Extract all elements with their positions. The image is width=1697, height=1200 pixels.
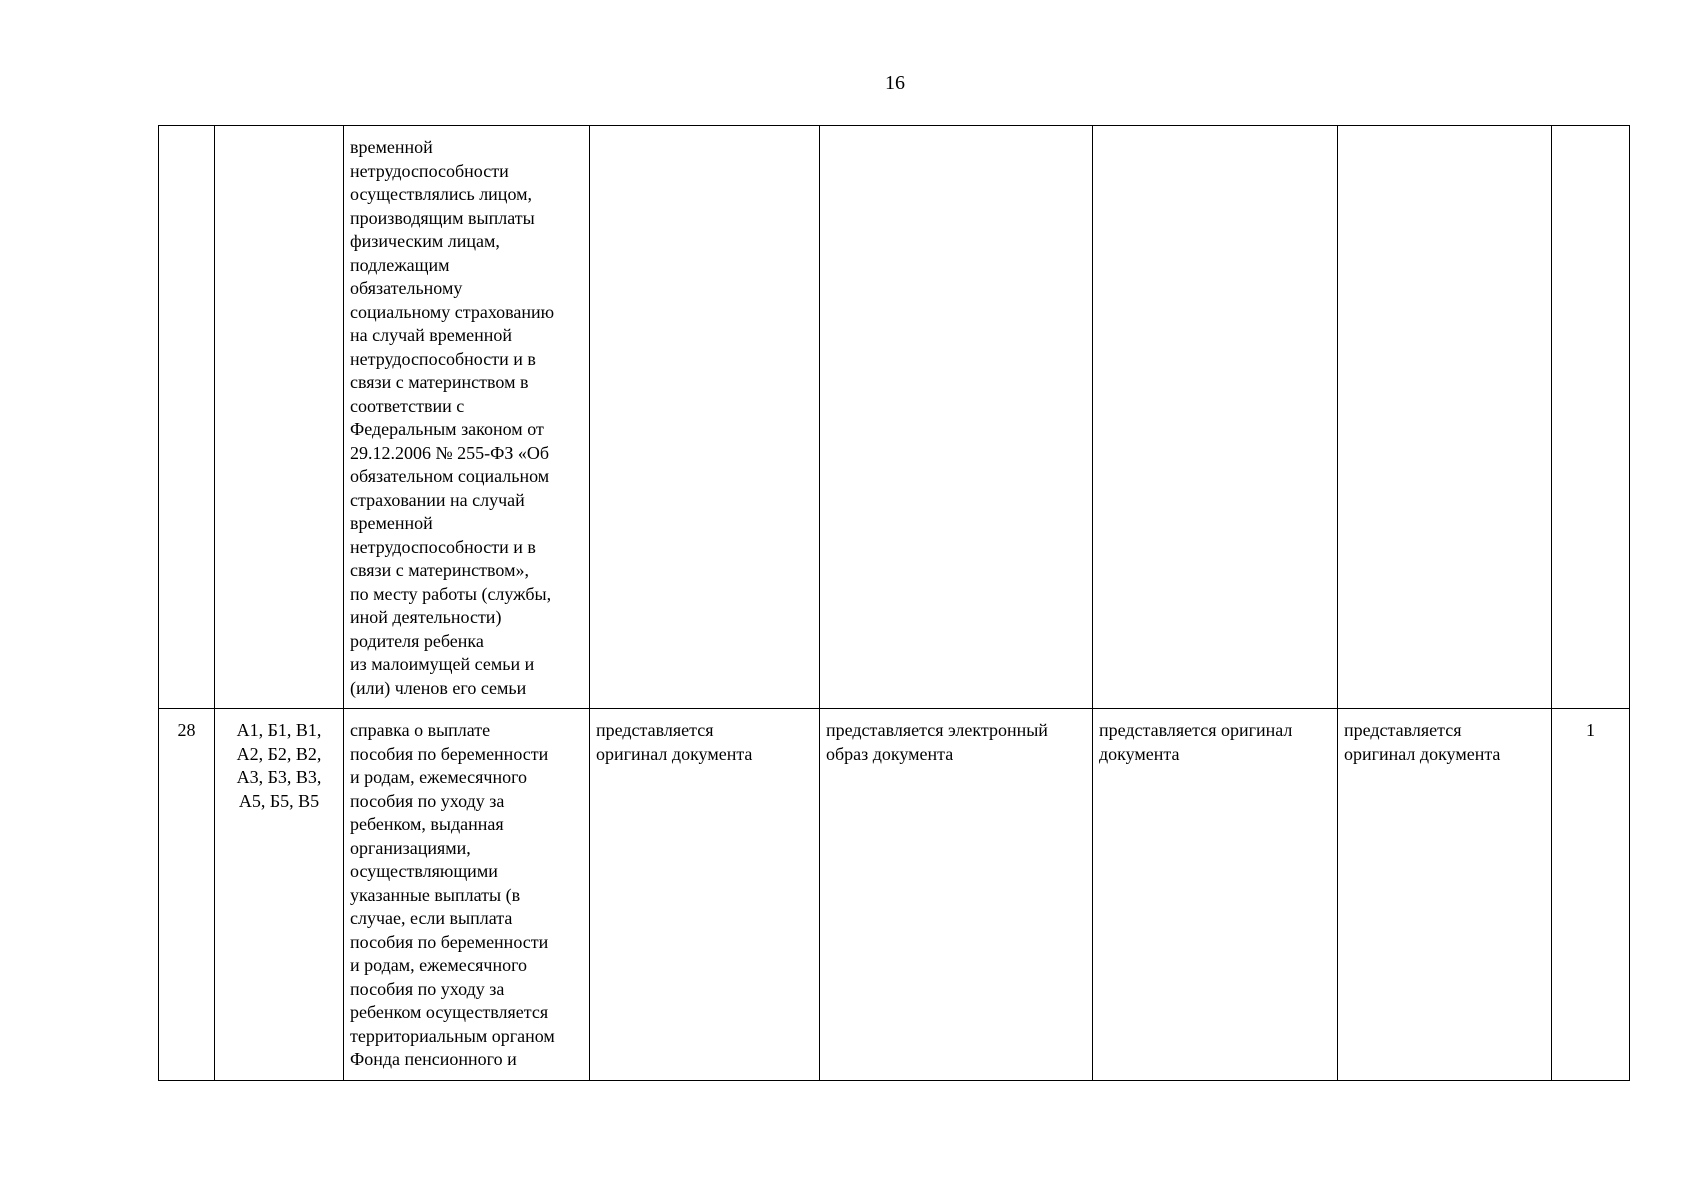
categories-cell: А1, Б1, В1, А2, Б2, В2, А3, Б3, В3, А5, Б5, В5	[215, 709, 344, 1081]
document-description-cell: справка о выплате пособия по беременности и родам, ежемесячного пособия по уходу за ребенком, выданная организациями, осуществляющими указанные выплаты (в случае, если выплата пособия по беременности и родам, ежемесячного пособия по уходу за ребенком осуществляется территориальным органом Фонда пенсионного и	[344, 709, 590, 1081]
submission-method-cell: представляется оригинал документа	[590, 709, 820, 1081]
categories-cell	[215, 126, 344, 709]
submission-method-cell	[1338, 126, 1552, 709]
submission-method-cell	[1093, 126, 1338, 709]
document-description-cell: временной нетрудоспособности осуществлялись лицом, производящим выплаты физическим лицам, подлежащим обязательному социальному страхованию на случай временной нетрудоспособности и в связи с материнством в соответствии с Федеральным законом от 29.12.2006 № 255-ФЗ «Об обязательном социальном страховании на случай временной нетрудоспособности и в связи с материнством», по месту работы (службы, иной деятельности) родителя ребенка из малоимущей семьи и (или) членов его семьи	[344, 126, 590, 709]
quantity-cell	[1552, 126, 1630, 709]
documents-table	[158, 125, 1630, 1081]
submission-method-cell: представляется оригинал документа	[1093, 709, 1338, 1081]
quantity-cell: 1	[1552, 709, 1630, 1081]
table-row	[159, 709, 1630, 1081]
row-number-cell	[159, 126, 215, 709]
submission-method-cell: представляется оригинал документа	[1338, 709, 1552, 1081]
submission-method-cell: представляется электронный образ документа	[820, 709, 1093, 1081]
submission-method-cell	[590, 126, 820, 709]
submission-method-cell	[820, 126, 1093, 709]
table-row	[159, 126, 1630, 709]
page-number: 16	[885, 72, 905, 94]
row-number-cell: 28	[159, 709, 215, 1081]
